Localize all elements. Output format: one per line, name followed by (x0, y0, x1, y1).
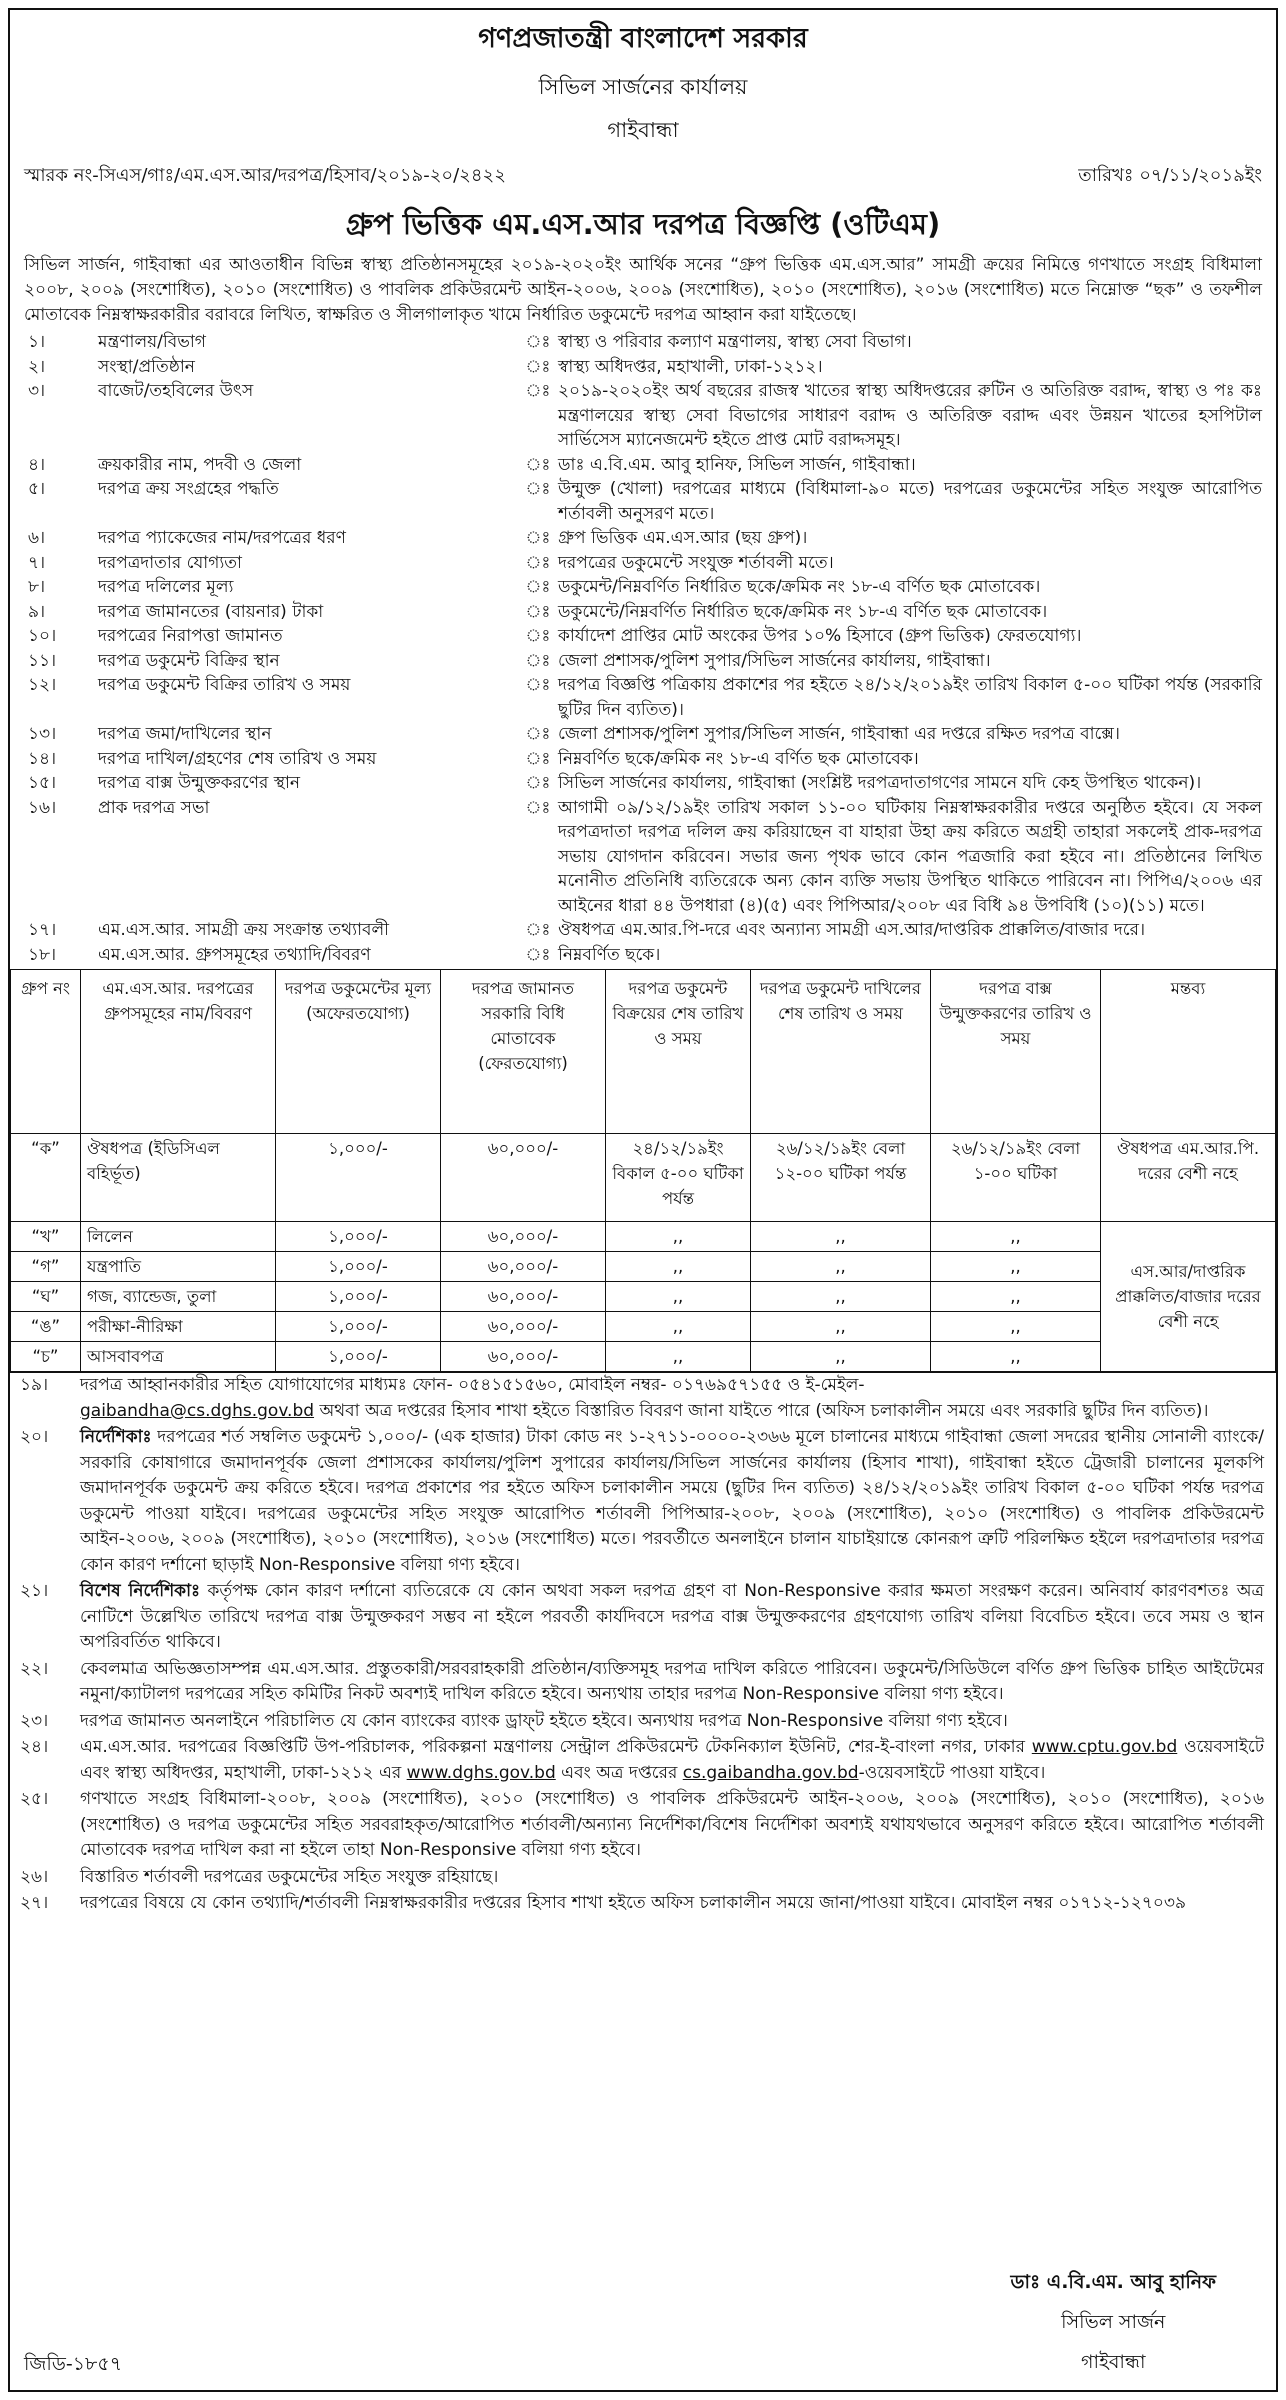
group-code: “চ” (11, 1342, 81, 1372)
sale-deadline: ,, (606, 1342, 751, 1372)
security-amount: ৬০,০০০/- (441, 1342, 606, 1372)
item-number: ১৭। (28, 920, 57, 940)
item-label: দরপত্র জমা/দাখিলের স্থান (98, 724, 272, 744)
table-header-row (11, 970, 1276, 1134)
note-text: দরপত্র জামানত অনলাইনে পরিচালিত যে কোন ব্যাংকের ব্যাংক ড্রাফ্‌ট হইতে হইবে। অন্যথায় দরপত্র Non-Responsive বলিয়া গণ্য হইবে। (80, 1710, 1008, 1731)
note-21 (10, 1579, 1276, 1657)
item-number: ১৬। (28, 797, 57, 818)
group-code: “ঘ” (11, 1282, 81, 1312)
item-colon: ঃ (525, 773, 551, 793)
tender-item (10, 649, 1276, 674)
sale-deadline: ২৪/১২/১৯ইং বিকাল ৫-০০ ঘটিকা পর্যন্ত (606, 1134, 751, 1222)
table-header-cell: দরপত্র ডকুমেন্ট বিক্রয়ের শেষ তারিখ ও সময় (606, 970, 751, 1134)
note-number: ২৭। (20, 1893, 49, 1913)
group-name: গজ, ব্যান্ডেজ, তুলা (81, 1282, 276, 1312)
security-amount: ৬০,০০০/- (441, 1134, 606, 1222)
item-label: মন্ত্রণালয়/বিভাগ (98, 332, 206, 352)
security-amount: ৬০,০০০/- (441, 1312, 606, 1342)
group-name: পরীক্ষা-নীরিক্ষা (81, 1312, 276, 1342)
opening-time: ,, (931, 1312, 1101, 1342)
table-row (11, 1312, 1276, 1342)
govt-title: গণপ্রজাতন্ত্রী বাংলাদেশ সরকার (478, 23, 808, 54)
note-number: ২৬। (20, 1866, 49, 1887)
item-colon: ঃ (525, 332, 551, 352)
email-link[interactable]: gaibandha@cs.dghs.gov.bd (80, 1400, 315, 1421)
tender-item (10, 477, 1276, 526)
table-header-cell: দরপত্র ডকুমেন্টের মূল্য (অফেরতযোগ্য) (276, 970, 441, 1134)
item-number: ৫। (28, 479, 46, 499)
item-colon: ঃ (525, 944, 551, 965)
tender-item (10, 722, 1276, 747)
group-code: “ক” (11, 1134, 81, 1222)
table-header-cell: দরপত্র জামানত সরকারি বিধি মোতাবেক (ফেরতযোগ্য) (441, 970, 606, 1134)
item-number: ১৪। (28, 748, 57, 769)
tender-item (10, 551, 1276, 576)
tender-item (10, 673, 1276, 722)
dghs-link[interactable]: www.dghs.gov.bd (406, 1762, 556, 1783)
item-number: ১৫। (28, 773, 57, 793)
note-20-body: দরপত্রের শর্ত সম্বলিত ডকুমেন্ট ১,০০০/- (এক হাজার) টাকা কোড নং ১-২৭১১-০০০০-২৩৬৬ মূলে চালানের মাধ্যমে গাইবান্ধা জেলা সদরের স্থানীয় সোনালী ব্যাংকে/সরকারি কোষাগারে জমাদানপূর্বক জেলা প্রশাসকের কার্যালয়/পুলিশ সুপারের কার্যালয়/সিভিল সার্জনের কার্যালয় (হিসাব শাখা), গাইবান্ধা হইতে ট্রেজারী চালানের মূলকপি জমাদানপূর্বক ডকুমেন্ট ক্রয় করিতে হইবে। দরপত্র প্রকাশের পর হইতে অফিস চলাকালীন সময়ে (ছুটির দিন ব্যতিত) ২৪/১২/২০১৯ইং তারিখ বিকাল ৫-০০ ঘটিকা পর্যন্ত দরপত্র ডকুমেন্ট পাওয়া যাইবে। দরপত্রের ডকুমেন্টের সহিত সংযুক্ত আরোপিত শর্তাবলী পিপিআর-২০০৮, ২০০৯ (সংশোধিত), ২০১০ (সংশোধিত) ও পাবলিক প্রকিউরমেন্ট আইন-২০০৬, ২০০৯ (সংশোধিত), ২০১০ (সংশোধিত), ২০১৬ (সংশোধিত) মতে। পরবর্তীতে অনলাইনে চালান যাচাইয়ান্তে কোনরূপ ত্রুটি পরিলক্ষিত হইলে দরপত্রদাতার দরপত্র কোন কারণ দর্শানো ছাড়াই Non-Responsive বলিয়া গণ্য হইবে। (80, 1427, 1264, 1575)
group-name: আসবাবপত্র (81, 1342, 276, 1372)
security-amount: ৬০,০০০/- (441, 1252, 606, 1282)
office-name: সিভিল সার্জনের কার্যালয় (538, 75, 748, 99)
item-colon: ঃ (525, 552, 551, 573)
document-price: ১,০০০/- (276, 1252, 441, 1282)
item-label: দরপত্র প্যাকেজের নাম/দরপত্রের ধরণ (98, 528, 346, 548)
note-number: ২৩। (20, 1710, 49, 1731)
tender-item (10, 771, 1276, 796)
note-20-heading: নির্দেশিকাঃ (80, 1427, 152, 1447)
table-header-cell: দরপত্র ডকুমেন্ট দাখিলের শেষ তারিখ ও সময় (751, 970, 931, 1134)
tender-item (10, 379, 1276, 453)
item-label: ক্রয়কারীর নাম, পদবী ও জেলা (98, 454, 302, 475)
sale-deadline: ,, (606, 1282, 751, 1312)
item-colon: ঃ (525, 528, 551, 548)
note-26 (10, 1865, 1276, 1892)
item-colon: ঃ (525, 454, 551, 475)
item-label: সংস্থা/প্রতিষ্ঠান (98, 356, 195, 377)
opening-time: ,, (931, 1222, 1101, 1252)
item-number: ১১। (28, 650, 57, 671)
note-text: গণখাতে সংগ্রহ বিধিমালা-২০০৮, ২০০৯ (সংশোধিত), ২০১০ (সংশোধিত) ও পাবলিক প্রকিউরমেন্ট আইন-২০০৬, ২০০৯ (সংশোধিত), ২০১০ (সংশোধিত), ২০১৬ (সংশোধিত) ও দরপত্র ডকুমেন্টের সহিত সরবরাহকৃত/আরোপিত শর্তাবলী/অন্যান্য নির্দেশিকা/বিশেষ নির্দেশিকা অবশ্যই যথাযথভাবে অনুসরণ করিতে হইবে। আরোপিত শর্তাবলী মোতাবেক দরপত্র দাখিল করা না হইলে তাহা Non-Responsive বলিয়া গণ্য হইবে। (80, 1789, 1264, 1860)
item-colon: ঃ (525, 748, 551, 769)
tender-item (10, 600, 1276, 625)
item-label: এম.এস.আর. গ্রুপসমূহের তথ্যাদি/বিবরণ (98, 944, 371, 965)
item-colon: ঃ (525, 356, 551, 377)
document-price: ১,০০০/- (276, 1342, 441, 1372)
note-24-text-d: -ওয়েবসাইটে পাওয়া যাইবে। (858, 1762, 1046, 1783)
item-label: প্রাক দরপত্র সভা (98, 797, 210, 818)
item-value: দরপত্রের ডকুমেন্টে সংযুক্ত শর্তাবলী মতে। (558, 552, 834, 573)
memo-date: তারিখঃ ০৭/১১/২০১৯ইং (1078, 165, 1262, 186)
item-number: ২। (28, 356, 46, 377)
item-label: দরপত্র দলিলের মূল্য (98, 577, 234, 597)
item-label: বাজেট/তহবিলের উৎস (98, 381, 254, 401)
item-number: ৬। (28, 528, 46, 548)
signatory-name: ডাঃ এ.বি.এম. আবু হানিফ (1010, 2271, 1216, 2293)
notes-section (10, 1372, 1276, 1918)
item-colon: ঃ (525, 920, 551, 940)
security-amount: ৬০,০০০/- (441, 1282, 606, 1312)
item-colon: ঃ (525, 675, 551, 695)
tender-item (10, 918, 1276, 943)
note-text (80, 1373, 1276, 1424)
item-label: দরপত্রের নিরাপত্তা জামানত (98, 626, 283, 646)
note-21-heading: বিশেষ নির্দেশিকাঃ (80, 1581, 201, 1601)
item-value: উন্মুক্ত (খোলা) দরপত্রের মাধ্যমে (বিধিমালা-৯০ মতে) দরপত্রের ডকুমেন্টের সহিত সংযুক্ত আরোপিত শর্তাবলী অনুসরণ মতে। (558, 479, 1262, 524)
table-header-cell: গ্রুপ নং (11, 970, 81, 1134)
note-text (80, 1579, 1276, 1656)
item-colon: ঃ (525, 601, 551, 622)
cptu-link[interactable]: www.cptu.gov.bd (1031, 1737, 1178, 1757)
tender-item (10, 624, 1276, 649)
table-row (11, 1134, 1276, 1222)
item-value: ঔষধপত্র এম.আর.পি-দরে এবং অন্যান্য সামগ্রী এস.আর/দাপ্তরিক প্রাক্কলিত/বাজার দরে। (558, 920, 1146, 940)
item-colon: ঃ (525, 381, 551, 401)
note-24-text-c: এবং অত্র দপ্তরের (555, 1762, 683, 1783)
item-number: ৪। (28, 454, 46, 475)
opening-time: ২৬/১২/১৯ইং বেলা ১-০০ ঘটিকা (931, 1134, 1101, 1222)
sale-deadline: ,, (606, 1222, 751, 1252)
item-value: ডাঃ এ.বি.এম. আবু হানিফ, সিভিল সার্জন, গাইবান্ধা। (558, 454, 916, 475)
item-number: ১। (28, 332, 46, 352)
remark: ঔষধপত্র এম.আর.পি. দরের বেশী নহে (1101, 1134, 1276, 1222)
group-code: “খ” (11, 1222, 81, 1252)
document-price: ১,০০০/- (276, 1222, 441, 1252)
note-27 (10, 1891, 1276, 1918)
tender-item (10, 330, 1276, 355)
notice-title: গ্রুপ ভিত্তিক এম.এস.আর দরপত্র বিজ্ঞপ্তি (ওটিএম) (345, 207, 941, 241)
group-name: ঔষধপত্র (ইডিসিএল বহির্ভূত) (81, 1134, 276, 1222)
document-price: ১,০০০/- (276, 1312, 441, 1342)
tender-item (10, 575, 1276, 600)
note-23 (10, 1709, 1276, 1736)
item-value: কার্যাদেশ প্রাপ্তির মোট অংকের উপর ১০% হিসাবে (গ্রুপ ভিত্তিক) ফেরতযোগ্য। (558, 626, 1082, 646)
table-body (11, 1134, 1276, 1372)
sale-deadline: ,, (606, 1252, 751, 1282)
sale-deadline: ,, (606, 1312, 751, 1342)
note-text: বিস্তারিত শর্তাবলী দরপত্রের ডকুমেন্টের সহিত সংযুক্ত রহিয়াছে। (80, 1866, 499, 1887)
tender-item (10, 453, 1276, 478)
group-table (10, 969, 1276, 1372)
note-19 (10, 1372, 1276, 1425)
note-text (80, 1735, 1276, 1786)
item-number: ৩। (28, 381, 46, 401)
item-label: এম.এস.আর. সামগ্রী ক্রয় সংক্রান্ত তথ্যাবলী (98, 920, 389, 940)
note-number: ২০। (20, 1427, 49, 1447)
item-value: জেলা প্রশাসক/পুলিশ সুপার/সিভিল সার্জন, গাইবান্ধা এর দপ্তরে রক্ষিত দরপত্র বাক্সে। (558, 724, 1120, 744)
tender-item (10, 796, 1276, 919)
item-value: ২০১৯-২০২০ইং অর্থ বছরের রাজস্ব খাতের স্বাস্থ্য অধিদপ্তরের রুটিন ও অতিরিক্ত বরাদ্দ, স্বাস্থ্য ও পঃ কঃ মন্ত্রণালয়ের স্বাস্থ্য সেবা বিভাগের সাধারণ বরাদ্দ ও অতিরিক্ত বরাদ্দ এবং উন্নয়ন খাতের হসপিটাল সার্ভিসেস ম্যানেজমেন্ট হইতে প্রাপ্ত মোট বরাদ্দসমূহ। (558, 381, 1262, 450)
item-colon: ঃ (525, 577, 551, 597)
note-number: ২১। (20, 1581, 49, 1601)
item-colon: ঃ (525, 797, 551, 818)
note-number: ২২। (20, 1658, 49, 1679)
gd-code: জিডি-১৮৫৭ (24, 2353, 123, 2375)
signatory-designation: সিভিল সার্জন (1061, 2311, 1166, 2333)
group-name: যন্ত্রপাতি (81, 1252, 276, 1282)
item-number: ৯। (28, 601, 46, 622)
item-label: দরপত্র জামানতের (বায়নার) টাকা (98, 601, 324, 622)
note-number: ২৫। (20, 1789, 49, 1809)
table-row (11, 1342, 1276, 1372)
item-label: দরপত্র ক্রয় সংগ্রহের পদ্ধতি (98, 479, 279, 499)
note-19-text-b: অথবা অত্র দপ্তরের হিসাব শাখা হইতে বিস্তারিত বিবরণ জানা যাইতে পারে (অফিস চলাকালীন সময়ে এবং সরকারি ছুটির দিন ব্যতিত)। (314, 1400, 1209, 1421)
note-number: ২৪। (20, 1737, 49, 1757)
item-value: ডকুমেন্টে/নিম্নবর্ণিত নির্ধারিত ছকে/ক্রমিক নং ১৮-এ বর্ণিত ছক মোতাবেক। (558, 601, 1048, 622)
item-value: সিভিল সার্জনের কার্যালয়, গাইবান্ধা (সংশ্লিষ্ট দরপত্রদাতাগণের সামনে যদি কেহ উপস্থিত থাকেন)। (558, 773, 1202, 793)
cs-gaibandha-link[interactable]: cs.gaibandha.gov.bd (682, 1762, 859, 1783)
item-number: ১২। (28, 675, 57, 695)
submit-deadline: ,, (751, 1342, 931, 1372)
item-value: ডকুমেন্ট/নিম্নবর্ণিত নির্ধারিত ছকে/ক্রমিক নং ১৮-এ বর্ণিত ছক মোতাবেক। (558, 577, 1041, 597)
note-21-body: কর্তৃপক্ষ কোন কারণ দর্শানো ব্যতিরেকে যে কোন অথবা সকল দরপত্র গ্রহণ বা Non-Responsive করার ক্ষমতা সংরক্ষণ করেন। অনিবার্য কারণবশতঃ অত্র নোটিশে উল্লেখিত তারিখে দরপত্র বাক্স উন্মুক্তকরণ সম্ভব না হইলে পরবর্তী কার্যদিবসে দরপত্র বাক্স উন্মুক্তকরণের গ্রহণযোগ্য তারিখ বলিয়া বিবেচিত হইবে। তবে সময় ও স্থান অপরিবর্তিত থাকিবে। (80, 1581, 1264, 1652)
signature-block (1011, 2268, 1216, 2380)
table-row (11, 1252, 1276, 1282)
item-label: দরপত্র ডকুমেন্ট বিক্রির তারিখ ও সময় (98, 675, 351, 695)
opening-time: ,, (931, 1252, 1101, 1282)
note-25 (10, 1787, 1276, 1865)
item-label: দরপত্র ডকুমেন্ট বিক্রির স্থান (98, 650, 280, 671)
item-colon: ঃ (525, 650, 551, 671)
tender-item (10, 526, 1276, 551)
signatory-place: গাইবান্ধা (1081, 2351, 1146, 2373)
note-24-text-a: এম.এস.আর. দরপত্রের বিজ্ঞপ্তিটি উপ-পরিচালক, পরিকল্পনা মন্ত্রণালয় সেন্ট্রাল প্রকিউরমেন্ট টেকনিক্যাল ইউনিট, শের-ই-বাংলা নগর, ঢাকার (80, 1737, 1032, 1757)
item-number: ৮। (28, 577, 46, 597)
tender-item (10, 943, 1276, 968)
table-header-cell: দরপত্র বাক্স উন্মুক্তকরণের তারিখ ও সময় (931, 970, 1101, 1134)
document-price: ১,০০০/- (276, 1282, 441, 1312)
header (10, 18, 1276, 149)
table-row (11, 1222, 1276, 1252)
item-value: নিম্নবর্ণিত ছকে/ক্রমিক নং ১৮-এ বর্ণিত ছক মোতাবেক। (558, 748, 919, 769)
note-number: ১৯। (20, 1375, 49, 1395)
note-22 (10, 1657, 1276, 1709)
table-row (11, 1282, 1276, 1312)
memo-number: স্মারক নং-সিএস/গাঃ/এম.এস.আর/দরপত্র/হিসাব/২০১৯-২০/২৪২২ (24, 165, 506, 186)
opening-time: ,, (931, 1282, 1101, 1312)
district-name: গাইবান্ধা (607, 118, 679, 142)
item-colon: ঃ (525, 724, 551, 744)
submit-deadline: ,, (751, 1252, 931, 1282)
item-colon: ঃ (525, 479, 551, 499)
item-number: ৭। (28, 552, 46, 573)
security-amount: ৬০,০০০/- (441, 1222, 606, 1252)
submit-deadline: ,, (751, 1282, 931, 1312)
tender-items-list (10, 330, 1276, 967)
item-label: দরপত্র দাখিল/গ্রহণের শেষ তারিখ ও সময় (98, 748, 377, 769)
item-number: ১৮। (28, 944, 57, 965)
note-text: দরপত্রের বিষয়ে যে কোন তথ্যাদি/শর্তাবলী নিম্নস্বাক্ষরকারীর দপ্তরের হিসাব শাখা হইতে অফিস চলাকালীন সময়ে জানা/পাওয়া যাইবে। মোবাইল নম্বর ০১৭১২-১২৭০৩৯ (80, 1893, 1186, 1913)
note-24-text-b: ওয়েবসাইটে এবং স্বাস্থ্য অধিদপ্তর, মহাখালী, ঢাকা-১২১২ এর (80, 1737, 1264, 1783)
merged-remark: এস.আর/দাপ্তরিক প্রাক্কলিত/বাজার দরের বেশী নহে (1101, 1222, 1276, 1372)
item-number: ১০। (28, 626, 57, 646)
tender-item (10, 355, 1276, 380)
submit-deadline: ,, (751, 1222, 931, 1252)
item-value: জেলা প্রশাসক/পুলিশ সুপার/সিভিল সার্জনের কার্যালয়, গাইবান্ধা। (558, 650, 991, 671)
group-name: লিলেন (81, 1222, 276, 1252)
item-value: স্বাস্থ্য অধিদপ্তর, মহাখালী, ঢাকা-১২১২। (558, 356, 823, 377)
note-text (80, 1425, 1276, 1578)
table-header-cell: এম.এস.আর. দরপত্রের গ্রুপসমূহের নাম/বিবরণ (81, 970, 276, 1134)
note-19-text-a: দরপত্র আহ্বানকারীর সহিত যোগাযোগের মাধ্যমঃ ফোন- ০৫৪১৫১৫৬০, মোবাইল নম্বর- ০১৭৬৯৫৭১৫৫ ও ই-মেইল- (80, 1375, 865, 1395)
document-price: ১,০০০/- (276, 1134, 441, 1222)
notice-page (8, 8, 1278, 2392)
note-text: কেবলমাত্র অভিজ্ঞতাসম্পন্ন এম.এস.আর. প্রস্তুতকারী/সরবরাহকারী প্রতিষ্ঠান/ব্যক্তিসমূহ দরপত্র দাখিল করিতে পারিবেন। ডকুমেন্ট/সিডিউলে বর্ণিত গ্রুপ ভিত্তিক চাহিত আইটেমের নমুনা/ক্যাটালগ দরপত্রের সহিত কমিটির নিকট অবশ্যই দাখিল করিতে হইবে। অন্যথায় তাহার দরপত্র Non-Responsive বলিয়া গণ্য হইবে। (80, 1658, 1264, 1704)
item-value: আগামী ০৯/১২/১৯ইং তারিখ সকাল ১১-০০ ঘটিকায় নিম্নস্বাক্ষরকারীর দপ্তরে অনুষ্ঠিত হইবে। যে সকল দরপত্রদাতা দরপত্র দলিল ক্রয় করিয়াছেন বা যাহারা উহা ক্রয় করিতে অগ্রহী তাহারা সকলেই প্রাক-দরপত্র সভায় যোগদান করিবেন। সভার জন্য পৃথক ভাবে কোন পত্রজারি করা হইবে না। প্রতিষ্ঠানের লিখিত মনোনীত প্রতিনিধি ব্যতিরেকে অন্য কোন ব্যক্তি সভায় উপস্থিত থাকিতে পারিবেন না। পিপিএ/২০০৬ এর আইনের ধারা ৪৪ উপধারা (৪)(৫) এবং পিপিআর/২০০৮ এর বিধি ৯৪ উপবিধি (১০)(১১) মতে। (558, 797, 1262, 916)
submit-deadline: ,, (751, 1312, 931, 1342)
group-code: “ঙ” (11, 1312, 81, 1342)
item-label: দরপত্রদাতার যোগ্যতা (98, 552, 242, 573)
item-label: দরপত্র বাক্স উন্মুক্তকরণের স্থান (98, 773, 301, 793)
intro-paragraph: সিভিল সার্জন, গাইবান্ধা এর আওতাধীন বিভিন্ন স্বাস্থ্য প্রতিষ্ঠানসমূহের ২০১৯-২০২০ইং আর্থিক সনের “গ্রুপ ভিত্তিক এম.এস.আর” সামগ্রী ক্রয়ের নিমিত্তে গণখাতে সংগ্রহ বিধিমালা ২০০৮, ২০০৯ (সংশোধিত), ২০১০ (সংশোধিত) ও পাবলিক প্রকিউরমেন্ট আইন-২০০৬, ২০০৯ (সংশোধিত), ২০১০ (সংশোধিত), ২০১৬ (সংশোধিত) মতে নিম্নোক্ত “ছক” ও তফশীল মোতাবেক নিম্নস্বাক্ষরকারীর বরাবরে লিখিত, স্বাক্ষরিত ও সীলগালাকৃত খামে নির্ধারিত ডকুমেন্টে দরপত্র আহ্বান করা যাইতেছে। (24, 255, 1262, 325)
submit-deadline: ২৬/১২/১৯ইং বেলা ১২-০০ ঘটিকা পর্যন্ত (751, 1134, 931, 1222)
item-value: দরপত্র বিজ্ঞপ্তি পত্রিকায় প্রকাশের পর হইতে ২৪/১২/২০১৯ইং তারিখ বিকাল ৫-০০ ঘটিকা পর্যন্ত (সরকারি ছুটির দিন ব্যতিত)। (558, 675, 1262, 720)
item-value: স্বাস্থ্য ও পরিবার কল্যাণ মন্ত্রণালয়, স্বাস্থ্য সেবা বিভাগ। (558, 332, 912, 352)
item-colon: ঃ (525, 626, 551, 646)
reference-row (10, 161, 1276, 192)
item-number: ১৩। (28, 724, 57, 744)
note-20 (10, 1425, 1276, 1579)
group-code: “গ” (11, 1252, 81, 1282)
item-value: গ্রুপ ভিত্তিক এম.এস.আর (ছয় গ্রুপ)। (558, 528, 808, 548)
opening-time: ,, (931, 1342, 1101, 1372)
note-24 (10, 1735, 1276, 1787)
item-value: নিম্নবর্ণিত ছকে। (558, 944, 661, 965)
table-header-cell: মন্তব্য (1101, 970, 1276, 1134)
tender-item (10, 747, 1276, 772)
